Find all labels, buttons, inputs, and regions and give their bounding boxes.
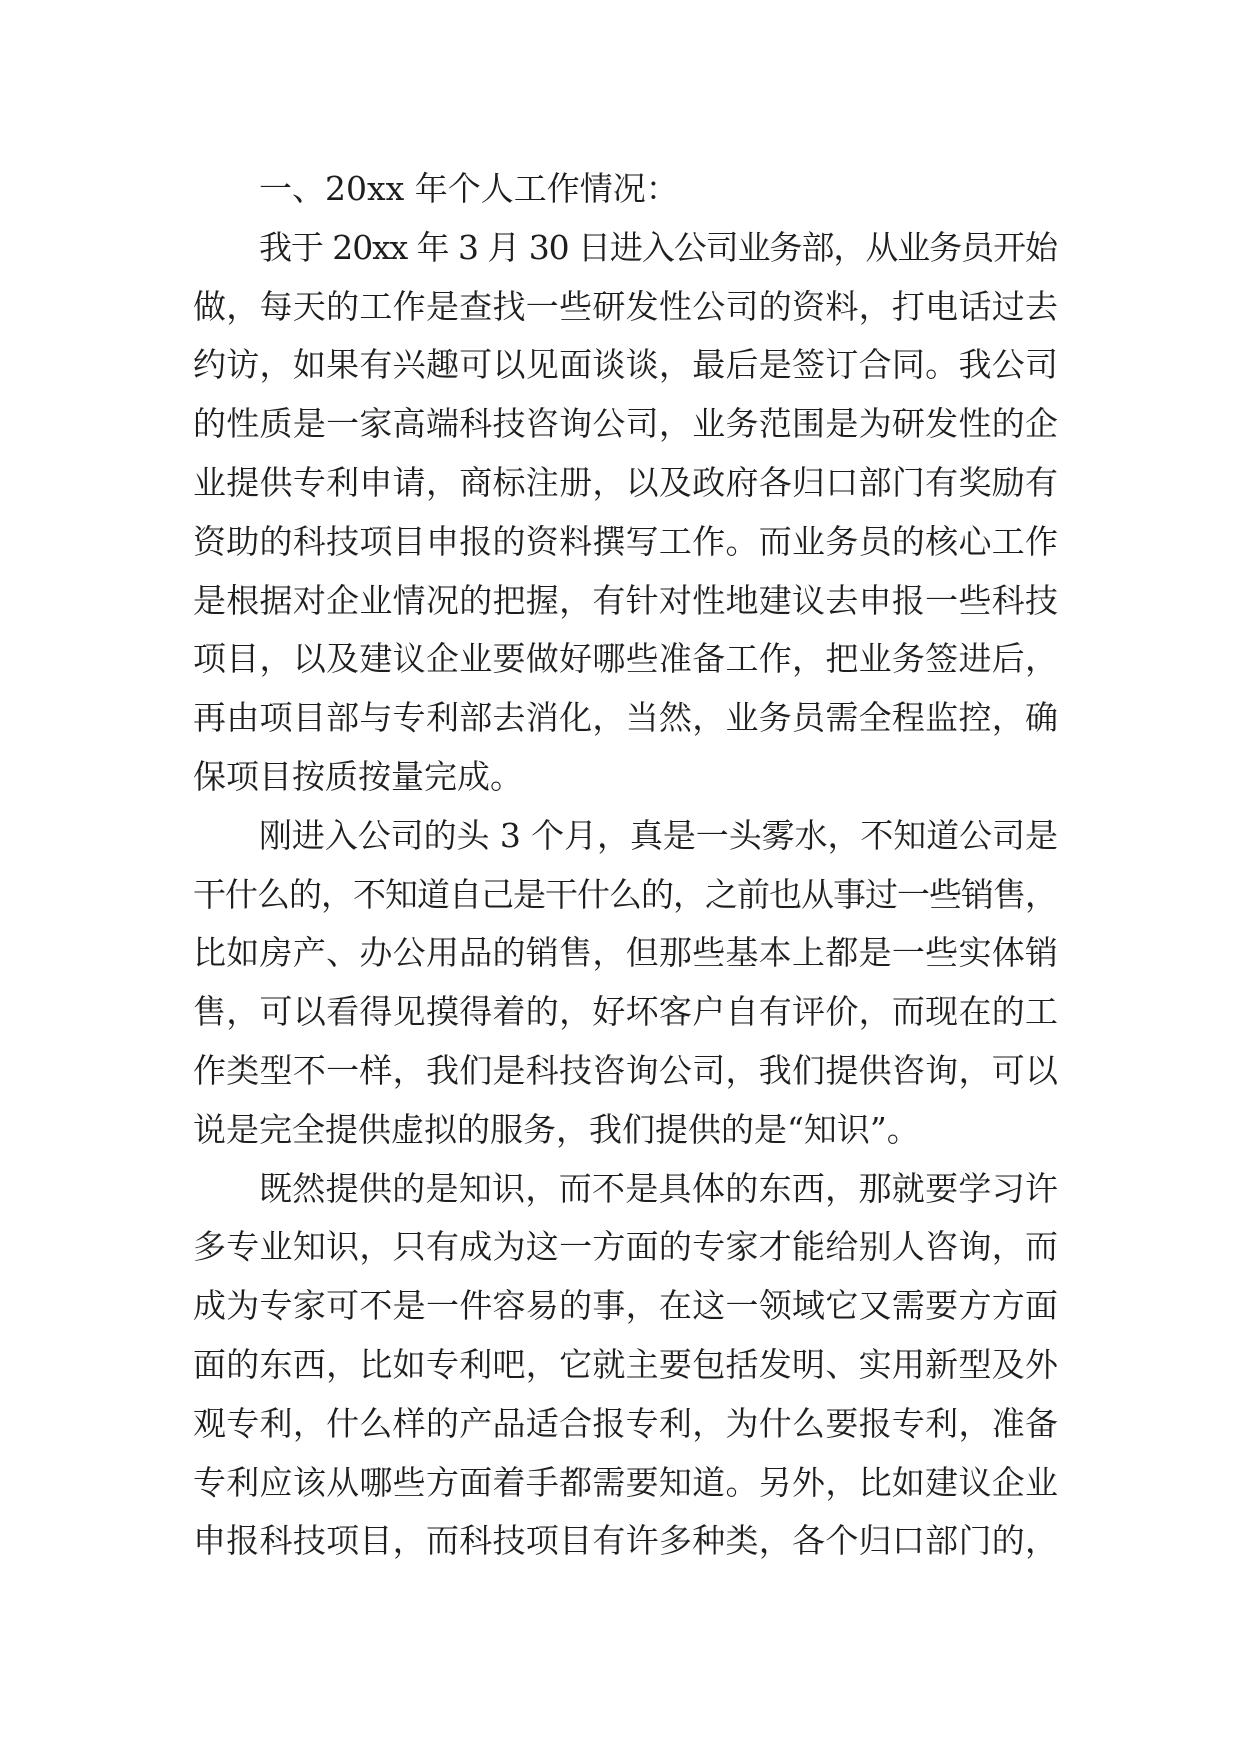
document-body <box>193 160 1058 1571</box>
text-line: 说是完全提供虚拟的服务，我们提供的是“知识”。 <box>193 1109 920 1149</box>
text-line: 的性质是一家高端科技咨询公司，业务范围是为研发性的企 <box>193 404 1059 444</box>
text-line: 业提供专利申请，商标注册，以及政府各归口部门有奖励有 <box>193 462 1059 502</box>
text-line: 我于 20xx 年 3 月 30 日进入公司业务部，从业务员开始 <box>259 227 1057 267</box>
heading-line: 一、20xx 年个人工作情况： <box>259 169 679 208</box>
text-line: 售，可以看得见摸得着的，好坏客户自有评价，而现在的工 <box>193 992 1059 1032</box>
text-line: 多专业知识，只有成为这一方面的专家才能给别人咨询，而 <box>193 1227 1059 1267</box>
text-line: 比如房产、办公用品的销售，但那些基本上都是一些实体销 <box>193 933 1059 973</box>
text-line: 再由项目部与专利部去消化，当然，业务员需全程监控，确 <box>193 698 1059 738</box>
text-line: 是根据对企业情况的把握，有针对性地建议去申报一些科技 <box>193 580 1059 620</box>
text-line: 作类型不一样，我们是科技咨询公司，我们提供咨询，可以 <box>193 1050 1059 1090</box>
text-line: 项目，以及建议企业要做好哪些准备工作，把业务签进后， <box>193 639 1059 679</box>
paragraph-2 <box>193 807 1058 1160</box>
text-line: 刚进入公司的头 3 个月，真是一头雾水，不知道公司是 <box>259 815 1058 855</box>
paragraph-1 <box>193 219 1058 807</box>
section-heading <box>193 160 1058 219</box>
text-line: 保项目按质按量完成。 <box>193 756 523 796</box>
text-line: 既然提供的是知识，而不是具体的东西，那就要学习许 <box>259 1168 1059 1208</box>
text-line: 约访，如果有兴趣可以见面谈谈，最后是签订合同。我公司 <box>193 345 1059 385</box>
text-line: 做，每天的工作是查找一些研发性公司的资料，打电话过去 <box>193 286 1059 326</box>
text-line: 干什么的，不知道自己是干什么的，之前也从事过一些销售， <box>193 874 1057 914</box>
text-line: 申报科技项目，而科技项目有许多种类，各个归口部门的， <box>193 1521 1059 1561</box>
text-line: 面的东西，比如专利吧，它就主要包括发明、实用新型及外 <box>193 1344 1059 1384</box>
text-line: 资助的科技项目申报的资料撰写工作。而业务员的核心工作 <box>193 521 1059 561</box>
text-line: 观专利，什么样的产品适合报专利，为什么要报专利，准备 <box>193 1403 1059 1443</box>
text-line: 成为专家可不是一件容易的事，在这一领域它又需要方方面 <box>193 1286 1059 1326</box>
text-line: 专利应该从哪些方面着手都需要知道。另外，比如建议企业 <box>193 1462 1059 1502</box>
paragraph-3 <box>193 1160 1058 1572</box>
